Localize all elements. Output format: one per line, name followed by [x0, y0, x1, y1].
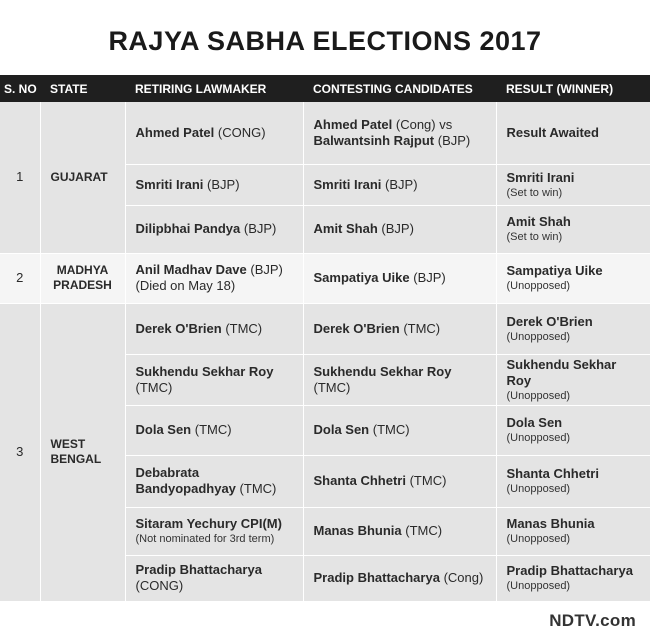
result-cell: Dola Sen (Unopposed)	[496, 405, 650, 455]
result-cell: Sampatiya Uike (Unopposed)	[496, 253, 650, 303]
ndtv-logo: NDTV.com	[549, 611, 636, 630]
sno-cell: 3	[0, 303, 40, 601]
header-state: STATE	[40, 75, 125, 102]
retiring-cell: Dola Sen (TMC)	[125, 405, 303, 455]
header-retiring: RETIRING LAWMAKER	[125, 75, 303, 102]
state-cell: MADHYA PRADESH	[40, 253, 125, 303]
retiring-cell: Derek O'Brien (TMC)	[125, 303, 303, 354]
contesting-cell: Sukhendu Sekhar Roy (TMC)	[303, 354, 496, 405]
contesting-cell: Derek O'Brien (TMC)	[303, 303, 496, 354]
result-cell: Pradip Bhattacharya (Unopposed)	[496, 555, 650, 601]
header-result: RESULT (WINNER)	[496, 75, 650, 102]
contesting-cell: Shanta Chhetri (TMC)	[303, 455, 496, 507]
retiring-cell: Dilipbhai Pandya (BJP)	[125, 205, 303, 253]
result-cell: Result Awaited	[496, 102, 650, 164]
result-cell: Shanta Chhetri (Unopposed)	[496, 455, 650, 507]
retiring-cell: Sitaram Yechury CPI(M) (Not nominated for 3rd term)	[125, 507, 303, 555]
retiring-cell: Pradip Bhattacharya (CONG)	[125, 555, 303, 601]
retiring-cell: Ahmed Patel (CONG)	[125, 102, 303, 164]
result-cell: Smriti Irani (Set to win)	[496, 164, 650, 205]
contesting-cell: Sampatiya Uike (BJP)	[303, 253, 496, 303]
result-cell: Amit Shah (Set to win)	[496, 205, 650, 253]
table-row	[0, 303, 650, 354]
elections-table	[0, 75, 650, 602]
header-sno: S. NO	[0, 75, 40, 102]
contesting-cell: Pradip Bhattacharya (Cong)	[303, 555, 496, 601]
header-contesting: CONTESTING CANDIDATES	[303, 75, 496, 102]
sno-cell: 2	[0, 253, 40, 303]
sno-cell: 1	[0, 102, 40, 253]
state-cell: WEST BENGAL	[40, 303, 125, 601]
retiring-cell: Debabrata Bandyopadhyay (TMC)	[125, 455, 303, 507]
contesting-cell: Dola Sen (TMC)	[303, 405, 496, 455]
result-cell: Manas Bhunia (Unopposed)	[496, 507, 650, 555]
contesting-cell: Manas Bhunia (TMC)	[303, 507, 496, 555]
retiring-cell: Smriti Irani (BJP)	[125, 164, 303, 205]
table-header-row	[0, 75, 650, 102]
retiring-cell: Sukhendu Sekhar Roy (TMC)	[125, 354, 303, 405]
table-row	[0, 253, 650, 303]
result-cell: Derek O'Brien (Unopposed)	[496, 303, 650, 354]
retiring-cell: Anil Madhav Dave (BJP) (Died on May 18)	[125, 253, 303, 303]
table-row	[0, 102, 650, 164]
state-cell: GUJARAT	[40, 102, 125, 253]
contesting-cell: Amit Shah (BJP)	[303, 205, 496, 253]
contesting-cell: Ahmed Patel (Cong) vs Balwantsinh Rajput (BJP)	[303, 102, 496, 164]
result-cell: Sukhendu Sekhar Roy (Unopposed)	[496, 354, 650, 405]
page-title: RAJYA SABHA ELECTIONS 2017	[108, 26, 542, 56]
contesting-cell: Smriti Irani (BJP)	[303, 164, 496, 205]
